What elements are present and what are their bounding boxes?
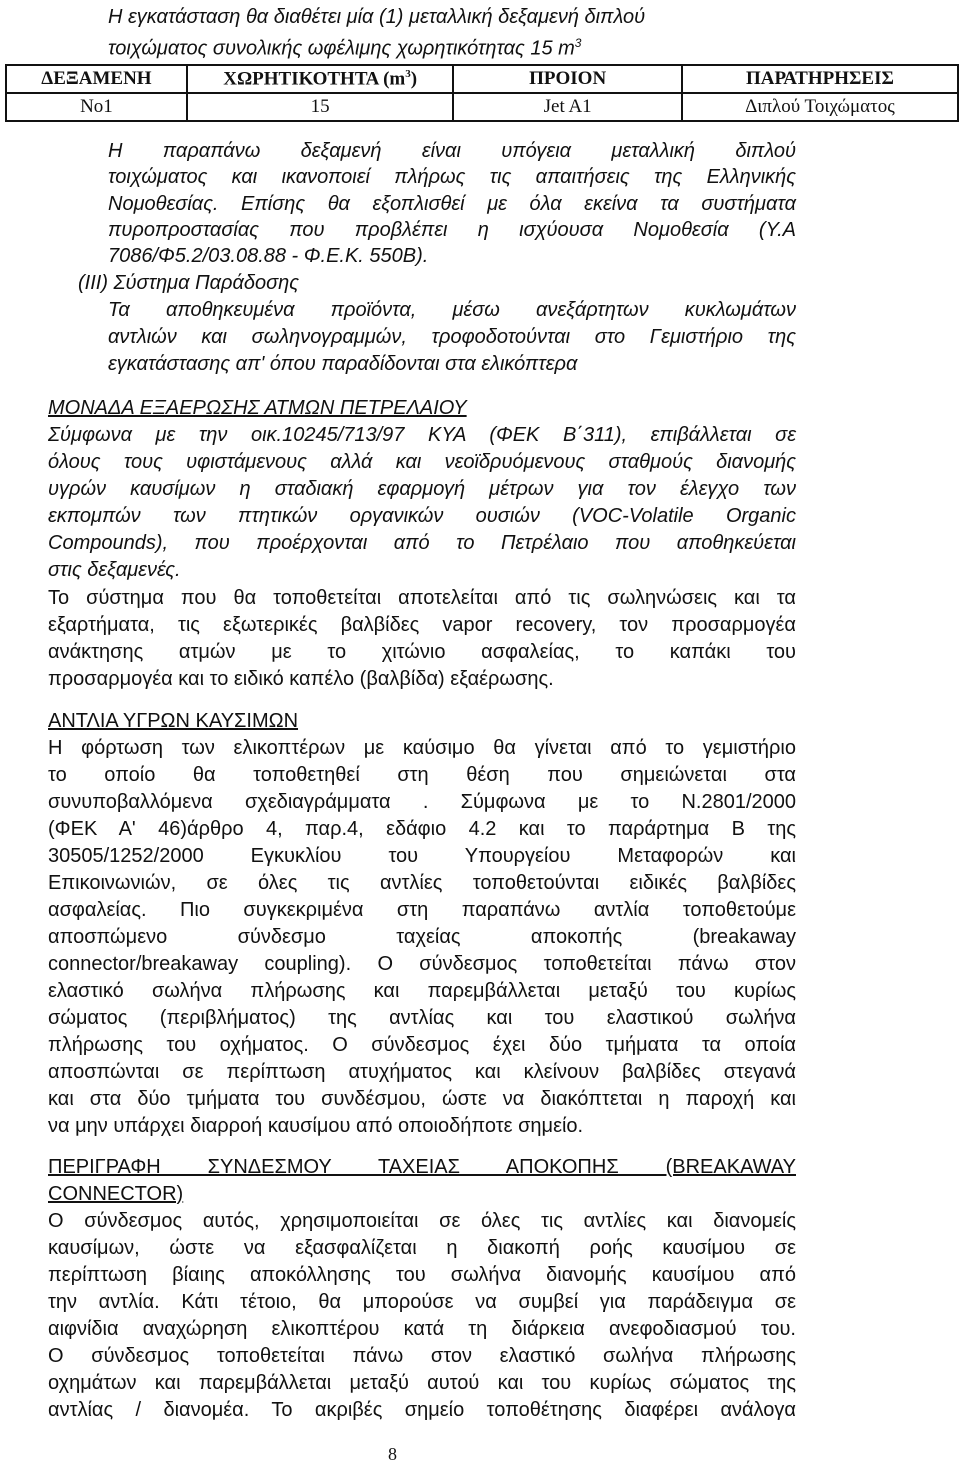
cell-product: Jet A1	[453, 93, 681, 121]
breakaway-line: την αντλία. Κάτι τέτοιο, θα μπορούσε να συμβεί για παράδειγμα σε	[48, 1291, 796, 1313]
para1-line: τοιχώματος και ικανοποιεί πλήρως τις απαιτήσεις της Ελληνικής	[108, 166, 796, 188]
vapor-heading: ΜΟΝΑΔΑ ΕΞΑΕΡΩΣΗΣ ΑΤΜΩΝ ΠΕΤΡΕΛΑΙΟΥ	[48, 397, 467, 419]
vapor-line: υγρών καυσίμων η σταδιακή εφαρμογή μέτρων για τον έλεγχο των	[48, 478, 796, 500]
pump-line: Η φόρτωση των ελικοπτέρων με καύσιμο θα γίνεται από το γεμιστήριο	[48, 737, 796, 759]
header-tank: ΔΕΞΑΜΕΝΗ	[6, 65, 187, 93]
para1-line: Νομοθεσίας. Επίσης θα εξοπλισθεί με όλα εκείνα τα συστήματα	[108, 193, 796, 215]
vapor-line: Το σύστημα που θα τοποθετείται αποτελείται από τις σωληνώσεις και τα	[48, 587, 796, 609]
breakaway-line: Ο σύνδεσμος τοποθετείται πάνω στον ελαστικό σωλήνα πλήρωσης	[48, 1345, 796, 1367]
breakaway-line: αντλίας / διανομέα. Το ακριβές σημείο τοποθέτησης διαφέρει ανάλογα	[48, 1399, 796, 1421]
pump-line: το οποίο θα τοποθετηθεί στη θέση που σημειώνεται στα	[48, 764, 796, 786]
intro-line-1: Η εγκατάσταση θα διαθέτει μία (1) μεταλλική δεξαμενή διπλού	[108, 6, 646, 28]
breakaway-line: περίπτωση βίαιης αποκόλλησης του σωλήνα διανομής καυσίμου από	[48, 1264, 796, 1286]
vapor-line: Compounds), που προέρχονται από το Πετρέλαιο που αποθηκεύεται	[48, 532, 796, 554]
pump-line: ασφαλείας. Πιο συγκεκριμένα στη παραπάνω αντλία τοποθετούμε	[48, 899, 796, 921]
vapor-line: στις δεξαμενές.	[48, 559, 181, 581]
section3-line: αντλιών και σωληνογραμμών, τροφοδοτούνται στο Γεμιστήριο της	[108, 326, 796, 348]
tank-table	[5, 64, 959, 122]
pump-line: πλήρωσης του οχήματος. Ο σύνδεσμος έχει δύο τμήματα τα οποία	[48, 1034, 796, 1056]
vapor-line: προσαρμογέα και το ειδικό καπέλο (βαλβίδα) εξαέρωσης.	[48, 668, 554, 690]
pump-line: αποσπώμενο σύνδεσμο ταχείας αποκοπής (breakaway	[48, 926, 796, 948]
para1-line: 7086/Φ5.2/03.08.88 - Φ.Ε.Κ. 550Β).	[108, 245, 429, 267]
header-capacity	[187, 65, 454, 93]
cell-capacity: 15	[187, 93, 454, 121]
table-row	[6, 93, 958, 121]
breakaway-line: αιφνίδια αναχώρηση ελικοπτέρου κατά τη διάρκεια ανεφοδιασμού του.	[48, 1318, 796, 1340]
header-product: ΠΡΟΙΟΝ	[453, 65, 681, 93]
cell-tank: Νο1	[6, 93, 187, 121]
tank-table-header-row	[6, 65, 958, 93]
pump-line: αποσπώνται σε περίπτωση ατυχήματος και κλείνουν βαλβίδες στεγανά	[48, 1061, 796, 1083]
pump-line: σώματος (περιβλήματος) της αντλίας και του ελαστικού σωλήνα	[48, 1007, 796, 1029]
pump-line: connector/breakaway coupling). Ο σύνδεσμος τοποθετείται πάνω στον	[48, 953, 796, 975]
vapor-line: εξαρτήματα, τις εξωτερικές βαλβίδες vapor recovery, τον προσαρμογέα	[48, 614, 796, 636]
header-remarks: ΠΑΡΑΤΗΡΗΣΕΙΣ	[682, 65, 958, 93]
pump-line: ελαστικό σωλήνα πλήρωσης και παρεμβάλλεται μεταξύ του κυρίως	[48, 980, 796, 1002]
para1-line: Η παραπάνω δεξαμενή είναι υπόγεια μεταλλική διπλού	[108, 140, 796, 162]
para1-line: πυροπροστασίας που προβλέπει η ισχύουσα Νομοθεσία (Υ.Α	[108, 219, 796, 241]
pump-line: (ΦΕΚ Α' 46)άρθρο 4, παρ.4, εδάφιο 4.2 και το παράρτημα Β της	[48, 818, 796, 840]
page-number: 8	[388, 1444, 397, 1464]
header-capacity-end: )	[410, 68, 418, 90]
intro-line-2-sup: 3	[574, 36, 582, 50]
vapor-line: ανάκτησης ατμών με το χιτώνιο ασφαλείας, το καπάκι του	[48, 641, 796, 663]
section3-heading: (ΙΙΙ) Σύστημα Παράδοσης	[78, 272, 299, 294]
intro-line-2-text: τοιχώματος συνολικής ωφέλιμης χωρητικότητας 15 m	[108, 37, 575, 60]
section3-line: Τα αποθηκευμένα προϊόντα, μέσω ανεξάρτητων κυκλωμάτων	[108, 299, 796, 321]
pump-line: 30505/1252/2000 Εγκυκλίου του Υπουργείου Μεταφορών και	[48, 845, 796, 867]
pump-line: Επικοινωνιών, σε όλες τις αντλίες τοποθετούνται ειδικές βαλβίδες	[48, 872, 796, 894]
breakaway-line: οχημάτων και παρεμβάλλεται μεταξύ αυτού και του κυρίως σώματος της	[48, 1372, 796, 1394]
cell-remarks: Διπλού Τοιχώματος	[682, 93, 958, 121]
section3-line: εγκατάστασης απ' όπου παραδίδονται στα ελικόπτερα	[108, 353, 578, 375]
pump-heading: ΑΝΤΛΙΑ ΥΓΡΩΝ ΚΑΥΣΙΜΩΝ	[48, 710, 299, 732]
breakaway-line: καυσίμων, ώστε να εξασφαλίζεται η διακοπή ροής καυσίμου σε	[48, 1237, 796, 1259]
intro-line-2	[108, 30, 581, 62]
header-capacity-sup: 3	[405, 67, 411, 80]
header-capacity-text: ΧΩΡΗΤΙΚΟΤΗΤΑ (m	[223, 68, 406, 90]
breakaway-line: Ο σύνδεσμος αυτός, χρησιμοποιείται σε όλες τις αντλίες και διανομείς	[48, 1210, 796, 1232]
pump-line: να μην υπάρχει διαρροή καυσίμου από οποιοδήποτε σημείο.	[48, 1115, 584, 1137]
pump-line: συνυποβαλλόμενα σχεδιαγράμματα . Σύμφωνα με το Ν.2801/2000	[48, 791, 796, 813]
vapor-line: όλους τους υφιστάμενους αλλά και νεοϊδρυόμενους σταθμούς διανομής	[48, 451, 796, 473]
breakaway-heading-cont: CONNECTOR)	[48, 1183, 184, 1205]
vapor-line: εκπομπών των πτητικών οργανικών ουσιών (VOC-Volatile Organic	[48, 505, 796, 527]
breakaway-heading: ΠΕΡΙΓΡΑΦΗ ΣΥΝΔΕΣΜΟΥ ΤΑΧΕΙΑΣ ΑΠΟΚΟΠΗΣ (BREAKAWAY	[48, 1156, 796, 1178]
vapor-line: Σύμφωνα με την οικ.10245/713/97 ΚΥΑ (ΦΕΚ Β΄311), επιβάλλεται σε	[48, 424, 796, 446]
pump-line: και στα δύο τμήματα του συνδέσμου, ώστε να διακόπτεται η παροχή και	[48, 1088, 796, 1110]
